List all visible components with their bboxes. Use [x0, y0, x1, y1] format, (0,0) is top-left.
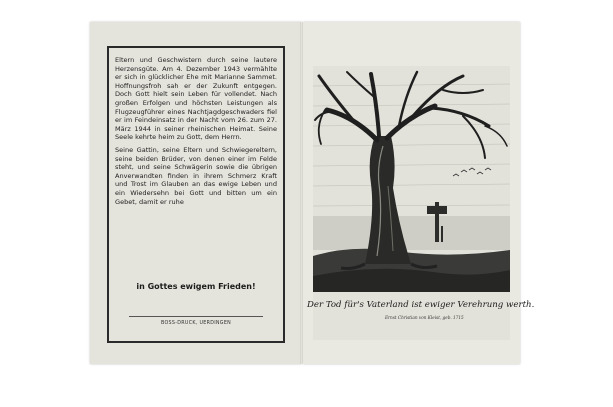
closing-line: in Gottes ewigem Frieden!	[136, 282, 256, 291]
left-page	[90, 22, 302, 364]
artist-credit: Ernst Christian von Kleist, geb. 1715	[385, 315, 464, 320]
paragraph-2: Seine Gattin, seine Eltern und Schwiegereltern, seine beiden Brüder, von denen einer im Felde steht, und seine Schwägerin sowie die übrigen Anverwandten finden in ihrem Schmerz Kraft und Trost im Glauben an das ewige Leben und ein Wiedersehn bei Gott und bitten um ein Gebet, damit er ruhe	[115, 145, 277, 206]
right-page	[303, 22, 535, 364]
divider	[129, 316, 263, 317]
memorial-text	[115, 56, 277, 210]
quote-caption: Der Tod für's Vaterland ist ewiger Verehrung werth.	[307, 300, 535, 310]
paragraph-1: Eltern und Geschwistern durch seine lautere Herzensgüte. Am 4. Dezember 1943 vermählte er sich in glücklicher Ehe mit Marianne Sammet. Hoffnungsfroh sah er der Zukunft entgegen. Doch Gott hielt sein Leben für vollendet. Nach großen Erfolgen und höchsten Leistungen als Flugzeugführer eines Nachtjagdgeschwaders fiel er im Feindeinsatz in der Nacht vom 26. zum 27. März 1944 in seiner rheinischen Heimat. Seine Seele kehrte heim zu Gott, dem Herrn.	[115, 56, 277, 142]
tree-etching	[313, 66, 510, 340]
text-frame	[107, 46, 285, 343]
printer-imprint: BOSS-DRUCK, UERDINGEN	[160, 321, 232, 326]
